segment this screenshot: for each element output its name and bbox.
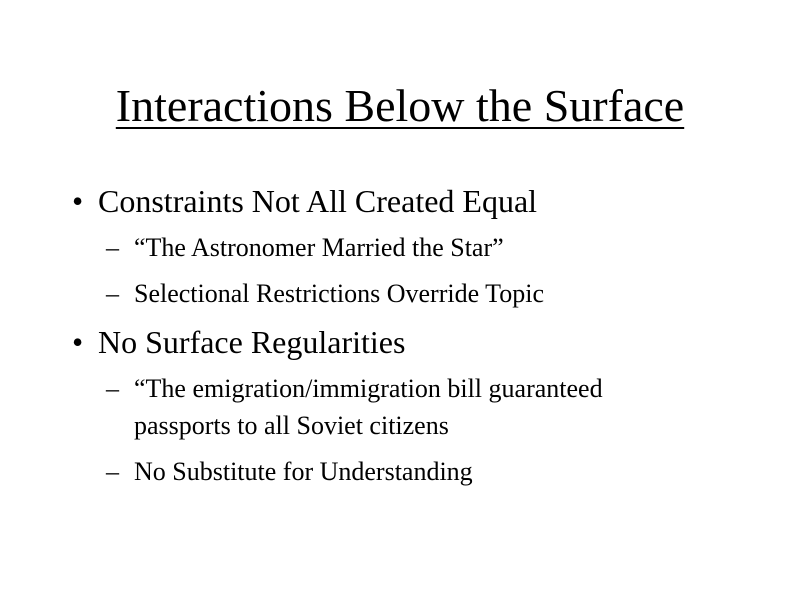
sub-bullet-continuation: passports to all Soviet citizens <box>134 411 449 440</box>
sub-bullet-text: “The Astronomer Married the Star” <box>134 233 504 262</box>
sub-bullet-item <box>106 456 473 487</box>
bullet-icon: • <box>72 183 84 219</box>
sub-bullet-text: Selectional Restrictions Override Topic <box>134 279 544 308</box>
bullet-icon: • <box>72 324 84 360</box>
bullet-text: Constraints Not All Created Equal <box>98 183 538 219</box>
dash-icon: – <box>106 279 119 308</box>
sub-bullet-item <box>106 232 504 263</box>
dash-icon: – <box>106 457 119 486</box>
sub-bullet-text: No Substitute for Understanding <box>134 457 473 486</box>
bullet-text: No Surface Regularities <box>98 324 406 360</box>
dash-icon: – <box>106 233 119 262</box>
dash-icon: – <box>106 374 119 403</box>
sub-bullet-item <box>106 278 544 309</box>
bullet-item <box>72 323 405 361</box>
sub-bullet-item <box>106 373 603 404</box>
bullet-item <box>72 182 537 220</box>
slide-title: Interactions Below the Surface <box>115 80 685 131</box>
sub-bullet-text: “The emigration/immigration bill guaranteed <box>134 374 603 403</box>
